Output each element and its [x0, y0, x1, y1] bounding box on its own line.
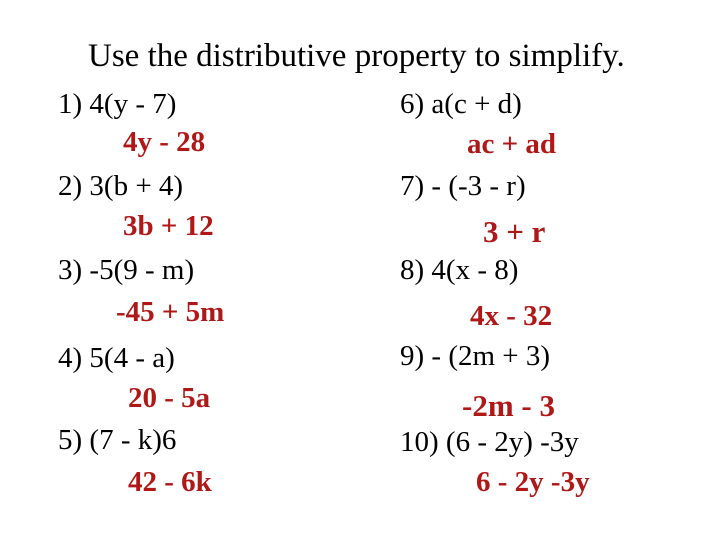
answer-3: -45 + 5m — [116, 296, 225, 328]
answer-7: 3 + r — [483, 214, 546, 249]
problem-number: 3) — [58, 254, 83, 286]
problem-10 — [400, 424, 579, 460]
problem-number: 5) — [58, 424, 83, 456]
answer-10: 6 - 2y -3y — [476, 466, 590, 498]
problem-expression: - (-3 - r) — [431, 170, 526, 202]
problem-expression: - (2m + 3) — [431, 340, 551, 372]
problem-expression: 3(b + 4) — [89, 170, 184, 202]
problem-expression: (7 - k)6 — [89, 424, 177, 456]
problem-1 — [58, 86, 176, 122]
problem-5 — [58, 422, 176, 458]
problem-3 — [58, 252, 194, 288]
problem-expression: 4(y - 7) — [89, 88, 177, 120]
problem-number: 7) — [400, 170, 425, 202]
answer-1: 4y - 28 — [123, 126, 206, 158]
problem-number: 2) — [58, 170, 83, 202]
problem-number: 1) — [58, 88, 83, 120]
problem-number: 8) — [400, 254, 425, 286]
problem-expression: 4(x - 8) — [431, 254, 519, 286]
answer-9: -2m - 3 — [462, 388, 555, 423]
problem-number: 4) — [58, 342, 83, 374]
problem-expression: a(c + d) — [431, 88, 522, 120]
problem-expression: -5(9 - m) — [89, 254, 195, 286]
answer-6: ac + ad — [467, 128, 557, 160]
problem-6 — [400, 86, 522, 122]
answer-8: 4x - 32 — [470, 300, 553, 332]
problem-expression: (6 - 2y) -3y — [445, 426, 579, 458]
problem-number: 10) — [400, 426, 439, 458]
problem-number: 9) — [400, 340, 425, 372]
problem-2 — [58, 168, 183, 204]
answer-4: 20 - 5a — [128, 382, 211, 414]
answer-5: 42 - 6k — [128, 466, 212, 498]
page-title: Use the distributive property to simplify. — [88, 38, 625, 74]
problem-8 — [400, 252, 518, 288]
problem-7 — [400, 168, 526, 204]
answer-2: 3b + 12 — [123, 210, 214, 242]
problem-expression: 5(4 - a) — [89, 342, 175, 374]
problem-4 — [58, 340, 175, 376]
problem-9 — [400, 338, 550, 374]
problem-number: 6) — [400, 88, 425, 120]
